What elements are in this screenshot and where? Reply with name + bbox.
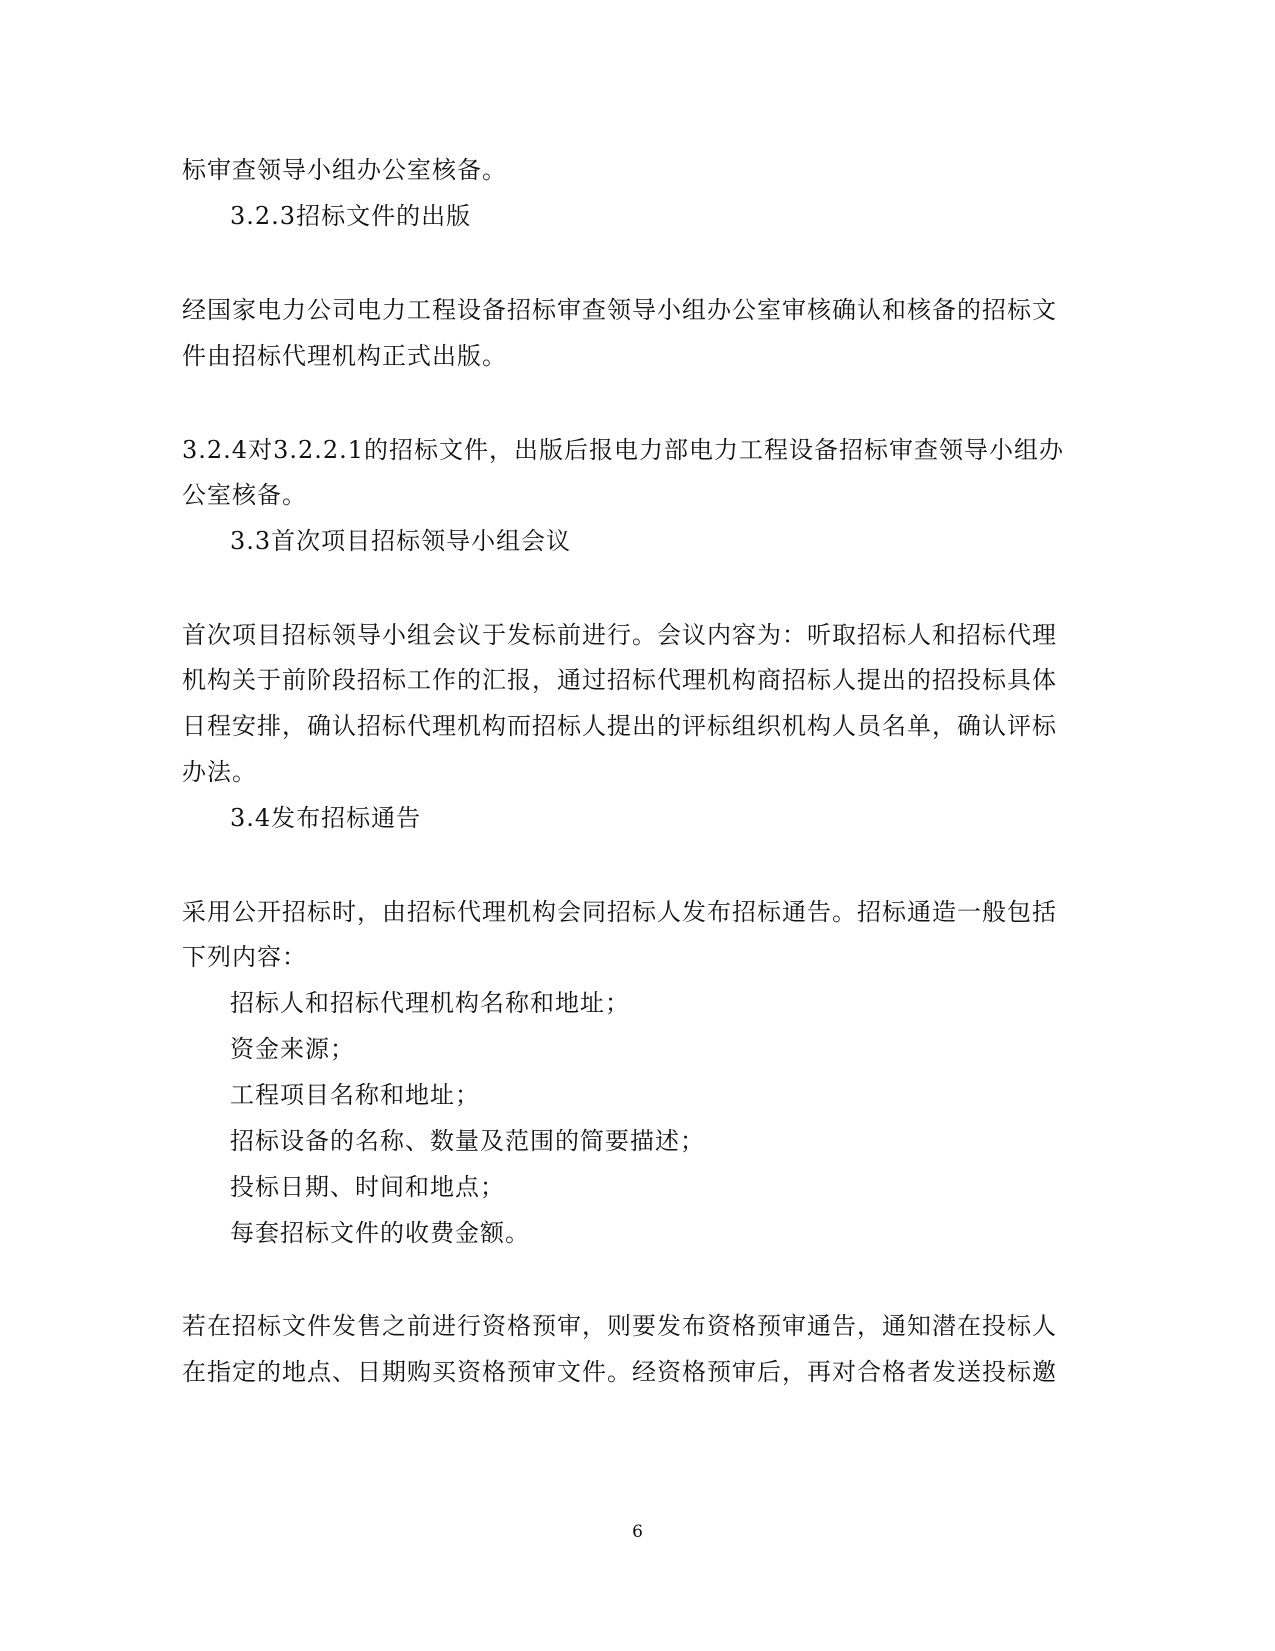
list-item: 投标日期、时间和地点； xyxy=(230,1173,505,1201)
paragraph-line: 件由招标代理机构正式出版。 xyxy=(182,342,507,370)
paragraph-line: 日程安排，确认招标代理机构而招标人提出的评标组织机构人员名单，确认评标 xyxy=(182,712,1057,740)
section-heading-3-2-3: 3.2.3招标文件的出版 xyxy=(230,202,472,230)
paragraph-line: 经国家电力公司电力工程设备招标审查领导小组办公室审核确认和核备的招标文 xyxy=(182,296,1057,324)
list-item: 资金来源； xyxy=(230,1035,355,1063)
list-item: 工程项目名称和地址； xyxy=(230,1081,480,1109)
paragraph-line: 公室核备。 xyxy=(182,481,307,509)
paragraph-line: 标审查领导小组办公室核备。 xyxy=(182,156,507,184)
page-number: 6 xyxy=(632,1522,643,1542)
paragraph-line: 机构关于前阶段招标工作的汇报，通过招标代理机构商招标人提出的招投标具体 xyxy=(182,666,1057,694)
paragraph-line: 若在招标文件发售之前进行资格预审，则要发布资格预审通告，通知潜在投标人 xyxy=(182,1312,1057,1340)
paragraph-line: 采用公开招标时，由招标代理机构会同招标人发布招标通告。招标通造一般包括 xyxy=(182,898,1057,926)
list-item: 招标设备的名称、数量及范围的简要描述； xyxy=(230,1127,705,1155)
paragraph-line: 下列内容： xyxy=(182,943,307,971)
list-item: 招标人和招标代理机构名称和地址； xyxy=(230,989,630,1017)
paragraph-line: 3.2.4对3.2.2.1的招标文件，出版后报电力部电力工程设备招标审查领导小组办 xyxy=(182,436,1065,464)
paragraph-line: 在指定的地点、日期购买资格预审文件。经资格预审后，再对合格者发送投标邀 xyxy=(182,1358,1057,1386)
paragraph-line: 首次项目招标领导小组会议于发标前进行。会议内容为：听取招标人和招标代理 xyxy=(182,621,1057,649)
section-heading-3-3: 3.3首次项目招标领导小组会议 xyxy=(230,527,572,555)
section-heading-3-4: 3.4发布招标通告 xyxy=(230,804,422,832)
paragraph-line: 办法。 xyxy=(182,758,257,786)
list-item: 每套招标文件的收费金额。 xyxy=(230,1219,530,1247)
